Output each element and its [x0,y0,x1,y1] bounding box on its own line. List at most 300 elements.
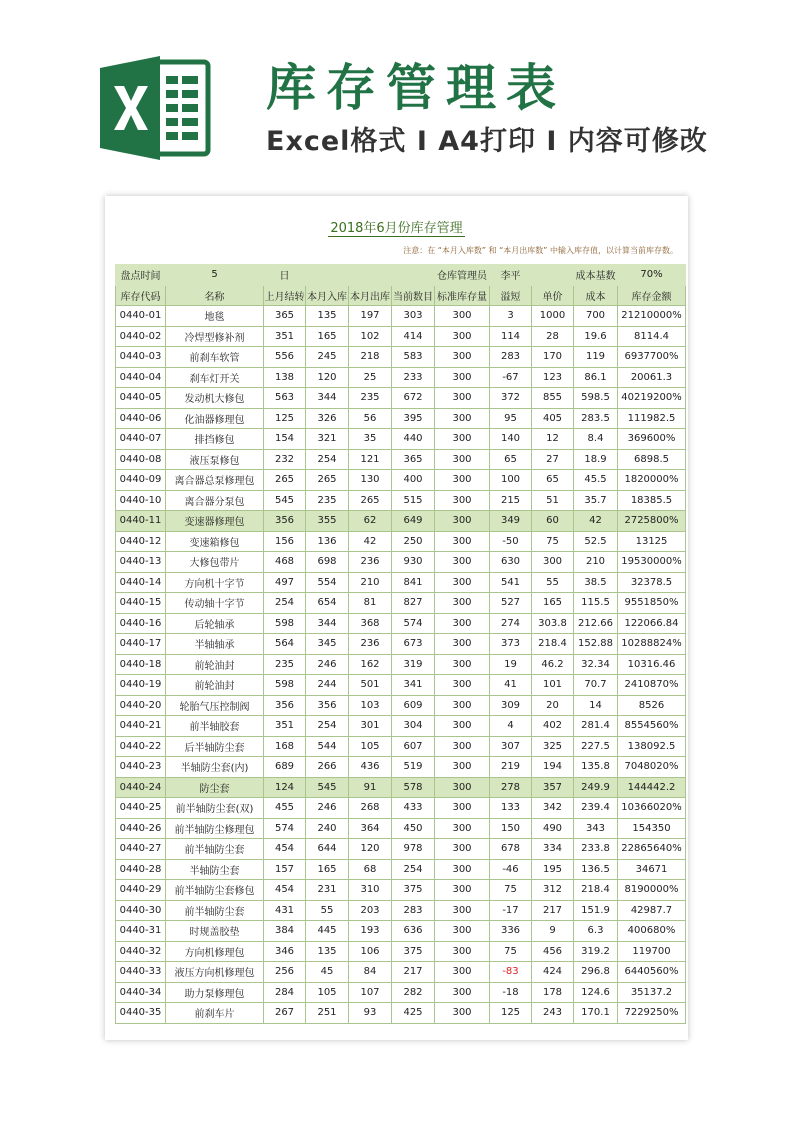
name-cell[interactable]: 前轮油封 [166,654,264,675]
price-cell[interactable]: 123 [532,367,574,388]
last-month-cell[interactable]: 346 [264,941,306,962]
code-cell[interactable]: 0440-17 [116,634,166,655]
amount-cell[interactable]: 19530000% [618,552,686,573]
amount-cell[interactable]: 13125 [618,531,686,552]
diff-cell[interactable]: 75 [490,880,532,901]
name-cell[interactable]: 前半轴防尘套 [166,839,264,860]
cost-cell[interactable]: 136.5 [574,859,618,880]
last-month-cell[interactable]: 351 [264,716,306,737]
in-cell[interactable]: 240 [306,818,349,839]
last-month-cell[interactable]: 689 [264,757,306,778]
standard-cell[interactable]: 300 [435,572,490,593]
current-cell[interactable]: 254 [392,859,435,880]
price-cell[interactable]: 1000 [532,306,574,327]
price-cell[interactable]: 490 [532,818,574,839]
standard-cell[interactable]: 300 [435,552,490,573]
standard-cell[interactable]: 300 [435,511,490,532]
standard-cell[interactable]: 300 [435,347,490,368]
last-month-cell[interactable]: 157 [264,859,306,880]
amount-cell[interactable]: 138092.5 [618,736,686,757]
current-cell[interactable]: 319 [392,654,435,675]
cost-cell[interactable]: 42 [574,511,618,532]
amount-cell[interactable]: 18385.5 [618,490,686,511]
code-cell[interactable]: 0440-32 [116,941,166,962]
amount-cell[interactable]: 122066.84 [618,613,686,634]
standard-cell[interactable]: 300 [435,388,490,409]
diff-cell[interactable]: 274 [490,613,532,634]
name-cell[interactable]: 前半轴胶套 [166,716,264,737]
name-cell[interactable]: 液压泵修包 [166,449,264,470]
current-cell[interactable]: 578 [392,777,435,798]
out-cell[interactable]: 218 [349,347,392,368]
name-cell[interactable]: 后轮轴承 [166,613,264,634]
out-cell[interactable]: 62 [349,511,392,532]
standard-cell[interactable]: 300 [435,695,490,716]
last-month-cell[interactable]: 384 [264,921,306,942]
count-time-value[interactable]: 5 [166,265,264,286]
amount-cell[interactable]: 154350 [618,818,686,839]
diff-cell[interactable]: 19 [490,654,532,675]
code-cell[interactable]: 0440-09 [116,470,166,491]
last-month-cell[interactable]: 232 [264,449,306,470]
amount-cell[interactable]: 144442.2 [618,777,686,798]
last-month-cell[interactable]: 124 [264,777,306,798]
name-cell[interactable]: 刹车灯开关 [166,367,264,388]
current-cell[interactable]: 978 [392,839,435,860]
current-cell[interactable]: 341 [392,675,435,696]
cost-cell[interactable]: 151.9 [574,900,618,921]
diff-cell[interactable]: -83 [490,962,532,983]
cost-cell[interactable]: 19.6 [574,326,618,347]
amount-cell[interactable]: 6898.5 [618,449,686,470]
standard-cell[interactable]: 300 [435,818,490,839]
current-cell[interactable]: 375 [392,880,435,901]
code-cell[interactable]: 0440-27 [116,839,166,860]
code-cell[interactable]: 0440-18 [116,654,166,675]
price-cell[interactable]: 27 [532,449,574,470]
cost-cell[interactable]: 35.7 [574,490,618,511]
diff-cell[interactable]: 278 [490,777,532,798]
last-month-cell[interactable]: 168 [264,736,306,757]
name-cell[interactable]: 离合器分泵包 [166,490,264,511]
cost-cell[interactable]: 281.4 [574,716,618,737]
cost-cell[interactable]: 152.88 [574,634,618,655]
in-cell[interactable]: 254 [306,716,349,737]
last-month-cell[interactable]: 265 [264,470,306,491]
in-cell[interactable]: 246 [306,798,349,819]
amount-cell[interactable]: 8114.4 [618,326,686,347]
cost-cell[interactable]: 52.5 [574,531,618,552]
code-cell[interactable]: 0440-11 [116,511,166,532]
out-cell[interactable]: 436 [349,757,392,778]
name-cell[interactable]: 冷焊型修补剂 [166,326,264,347]
cost-cell[interactable]: 700 [574,306,618,327]
name-cell[interactable]: 时规盖胶垫 [166,921,264,942]
code-cell[interactable]: 0440-24 [116,777,166,798]
cost-cell[interactable]: 598.5 [574,388,618,409]
out-cell[interactable]: 42 [349,531,392,552]
current-cell[interactable]: 425 [392,1003,435,1024]
name-cell[interactable]: 前半轴防尘套(双) [166,798,264,819]
in-cell[interactable]: 345 [306,634,349,655]
code-cell[interactable]: 0440-15 [116,593,166,614]
amount-cell[interactable]: 20061.3 [618,367,686,388]
price-cell[interactable]: 12 [532,429,574,450]
last-month-cell[interactable]: 356 [264,511,306,532]
standard-cell[interactable]: 300 [435,1003,490,1024]
name-cell[interactable]: 地毯 [166,306,264,327]
code-cell[interactable]: 0440-28 [116,859,166,880]
in-cell[interactable]: 265 [306,470,349,491]
name-cell[interactable]: 排挡修包 [166,429,264,450]
code-cell[interactable]: 0440-31 [116,921,166,942]
standard-cell[interactable]: 300 [435,367,490,388]
code-cell[interactable]: 0440-22 [116,736,166,757]
in-cell[interactable]: 135 [306,941,349,962]
current-cell[interactable]: 433 [392,798,435,819]
last-month-cell[interactable]: 254 [264,593,306,614]
standard-cell[interactable]: 300 [435,613,490,634]
diff-cell[interactable]: 283 [490,347,532,368]
diff-cell[interactable]: 95 [490,408,532,429]
diff-cell[interactable]: 678 [490,839,532,860]
amount-cell[interactable]: 35137.2 [618,982,686,1003]
amount-cell[interactable]: 6937700% [618,347,686,368]
out-cell[interactable]: 121 [349,449,392,470]
in-cell[interactable]: 165 [306,859,349,880]
name-cell[interactable]: 变速箱修包 [166,531,264,552]
price-cell[interactable]: 65 [532,470,574,491]
out-cell[interactable]: 35 [349,429,392,450]
current-cell[interactable]: 250 [392,531,435,552]
current-cell[interactable]: 233 [392,367,435,388]
in-cell[interactable]: 445 [306,921,349,942]
cost-cell[interactable]: 343 [574,818,618,839]
out-cell[interactable]: 236 [349,552,392,573]
in-cell[interactable]: 344 [306,613,349,634]
diff-cell[interactable]: 150 [490,818,532,839]
amount-cell[interactable]: 42987.7 [618,900,686,921]
last-month-cell[interactable]: 125 [264,408,306,429]
price-cell[interactable]: 218.4 [532,634,574,655]
out-cell[interactable]: 197 [349,306,392,327]
price-cell[interactable]: 456 [532,941,574,962]
cost-cell[interactable]: 86.1 [574,367,618,388]
cost-cell[interactable]: 119 [574,347,618,368]
amount-cell[interactable]: 2725800% [618,511,686,532]
cost-cell[interactable]: 233.8 [574,839,618,860]
last-month-cell[interactable]: 598 [264,675,306,696]
standard-cell[interactable]: 300 [435,798,490,819]
out-cell[interactable]: 84 [349,962,392,983]
out-cell[interactable]: 106 [349,941,392,962]
current-cell[interactable]: 304 [392,716,435,737]
amount-cell[interactable]: 34671 [618,859,686,880]
amount-cell[interactable]: 32378.5 [618,572,686,593]
price-cell[interactable]: 170 [532,347,574,368]
in-cell[interactable]: 120 [306,367,349,388]
standard-cell[interactable]: 300 [435,941,490,962]
price-cell[interactable]: 20 [532,695,574,716]
diff-cell[interactable]: 215 [490,490,532,511]
diff-cell[interactable]: 373 [490,634,532,655]
out-cell[interactable]: 236 [349,634,392,655]
name-cell[interactable]: 半轴轴承 [166,634,264,655]
price-cell[interactable]: 325 [532,736,574,757]
price-cell[interactable]: 9 [532,921,574,942]
out-cell[interactable]: 210 [349,572,392,593]
code-cell[interactable]: 0440-01 [116,306,166,327]
diff-cell[interactable]: 541 [490,572,532,593]
amount-cell[interactable]: 119700 [618,941,686,962]
amount-cell[interactable]: 111982.5 [618,408,686,429]
name-cell[interactable]: 前半轴防尘套修包 [166,880,264,901]
name-cell[interactable]: 前刹车软管 [166,347,264,368]
current-cell[interactable]: 672 [392,388,435,409]
name-cell[interactable]: 半轴防尘套(内) [166,757,264,778]
name-cell[interactable]: 大修包带片 [166,552,264,573]
last-month-cell[interactable]: 156 [264,531,306,552]
price-cell[interactable]: 424 [532,962,574,983]
price-cell[interactable]: 101 [532,675,574,696]
out-cell[interactable]: 203 [349,900,392,921]
current-cell[interactable]: 574 [392,613,435,634]
out-cell[interactable]: 107 [349,982,392,1003]
code-cell[interactable]: 0440-21 [116,716,166,737]
code-cell[interactable]: 0440-06 [116,408,166,429]
standard-cell[interactable]: 300 [435,654,490,675]
price-cell[interactable]: 178 [532,982,574,1003]
last-month-cell[interactable]: 356 [264,695,306,716]
name-cell[interactable]: 前半轴防尘修理包 [166,818,264,839]
standard-cell[interactable]: 300 [435,757,490,778]
last-month-cell[interactable]: 365 [264,306,306,327]
code-cell[interactable]: 0440-04 [116,367,166,388]
standard-cell[interactable]: 300 [435,859,490,880]
diff-cell[interactable]: 349 [490,511,532,532]
code-cell[interactable]: 0440-05 [116,388,166,409]
diff-cell[interactable]: 3 [490,306,532,327]
amount-cell[interactable]: 8190000% [618,880,686,901]
diff-cell[interactable]: 336 [490,921,532,942]
diff-cell[interactable]: 4 [490,716,532,737]
code-cell[interactable]: 0440-02 [116,326,166,347]
cost-cell[interactable]: 38.5 [574,572,618,593]
in-cell[interactable]: 105 [306,982,349,1003]
out-cell[interactable]: 81 [349,593,392,614]
diff-cell[interactable]: 630 [490,552,532,573]
out-cell[interactable]: 193 [349,921,392,942]
cost-cell[interactable]: 239.4 [574,798,618,819]
amount-cell[interactable]: 7229250% [618,1003,686,1024]
amount-cell[interactable]: 22865640% [618,839,686,860]
current-cell[interactable]: 607 [392,736,435,757]
diff-cell[interactable]: 125 [490,1003,532,1024]
out-cell[interactable]: 102 [349,326,392,347]
price-cell[interactable]: 46.2 [532,654,574,675]
code-cell[interactable]: 0440-35 [116,1003,166,1024]
in-cell[interactable]: 326 [306,408,349,429]
diff-cell[interactable]: 41 [490,675,532,696]
name-cell[interactable]: 轮胎气压控制阀 [166,695,264,716]
standard-cell[interactable]: 300 [435,900,490,921]
diff-cell[interactable]: 307 [490,736,532,757]
standard-cell[interactable]: 300 [435,326,490,347]
in-cell[interactable]: 254 [306,449,349,470]
name-cell[interactable]: 化油器修理包 [166,408,264,429]
name-cell[interactable]: 前刹车片 [166,1003,264,1024]
diff-cell[interactable]: 114 [490,326,532,347]
last-month-cell[interactable]: 351 [264,326,306,347]
in-cell[interactable]: 165 [306,326,349,347]
name-cell[interactable]: 传动轴十字节 [166,593,264,614]
cost-cell[interactable]: 218.4 [574,880,618,901]
in-cell[interactable]: 136 [306,531,349,552]
in-cell[interactable]: 554 [306,572,349,593]
amount-cell[interactable]: 21210000% [618,306,686,327]
price-cell[interactable]: 165 [532,593,574,614]
cost-cell[interactable]: 45.5 [574,470,618,491]
standard-cell[interactable]: 300 [435,777,490,798]
price-cell[interactable]: 194 [532,757,574,778]
standard-cell[interactable]: 300 [435,490,490,511]
standard-cell[interactable]: 300 [435,982,490,1003]
cost-cell[interactable]: 212.66 [574,613,618,634]
code-cell[interactable]: 0440-16 [116,613,166,634]
diff-cell[interactable]: 65 [490,449,532,470]
last-month-cell[interactable]: 284 [264,982,306,1003]
price-cell[interactable]: 405 [532,408,574,429]
last-month-cell[interactable]: 454 [264,880,306,901]
price-cell[interactable]: 342 [532,798,574,819]
price-cell[interactable]: 855 [532,388,574,409]
price-cell[interactable]: 75 [532,531,574,552]
current-cell[interactable]: 395 [392,408,435,429]
diff-cell[interactable]: -17 [490,900,532,921]
diff-cell[interactable]: 372 [490,388,532,409]
price-cell[interactable]: 55 [532,572,574,593]
last-month-cell[interactable]: 256 [264,962,306,983]
standard-cell[interactable]: 300 [435,593,490,614]
last-month-cell[interactable]: 564 [264,634,306,655]
out-cell[interactable]: 368 [349,613,392,634]
out-cell[interactable]: 103 [349,695,392,716]
out-cell[interactable]: 56 [349,408,392,429]
cost-cell[interactable]: 170.1 [574,1003,618,1024]
price-cell[interactable]: 334 [532,839,574,860]
in-cell[interactable]: 246 [306,654,349,675]
cost-cell[interactable]: 70.7 [574,675,618,696]
current-cell[interactable]: 400 [392,470,435,491]
price-cell[interactable]: 195 [532,859,574,880]
code-cell[interactable]: 0440-03 [116,347,166,368]
amount-cell[interactable]: 400680% [618,921,686,942]
in-cell[interactable]: 344 [306,388,349,409]
in-cell[interactable]: 544 [306,736,349,757]
in-cell[interactable]: 245 [306,347,349,368]
last-month-cell[interactable]: 455 [264,798,306,819]
out-cell[interactable]: 310 [349,880,392,901]
current-cell[interactable]: 930 [392,552,435,573]
diff-cell[interactable]: 309 [490,695,532,716]
cost-cell[interactable]: 249.9 [574,777,618,798]
amount-cell[interactable]: 2410870% [618,675,686,696]
current-cell[interactable]: 414 [392,326,435,347]
out-cell[interactable]: 91 [349,777,392,798]
current-cell[interactable]: 583 [392,347,435,368]
in-cell[interactable]: 244 [306,675,349,696]
standard-cell[interactable]: 300 [435,880,490,901]
diff-cell[interactable]: -50 [490,531,532,552]
code-cell[interactable]: 0440-29 [116,880,166,901]
last-month-cell[interactable]: 497 [264,572,306,593]
out-cell[interactable]: 265 [349,490,392,511]
name-cell[interactable]: 前半轴防尘套 [166,900,264,921]
diff-cell[interactable]: 527 [490,593,532,614]
cost-cell[interactable]: 283.5 [574,408,618,429]
amount-cell[interactable]: 10316.46 [618,654,686,675]
price-cell[interactable]: 312 [532,880,574,901]
in-cell[interactable]: 355 [306,511,349,532]
code-cell[interactable]: 0440-10 [116,490,166,511]
current-cell[interactable]: 515 [392,490,435,511]
standard-cell[interactable]: 300 [435,675,490,696]
in-cell[interactable]: 235 [306,490,349,511]
code-cell[interactable]: 0440-23 [116,757,166,778]
out-cell[interactable]: 364 [349,818,392,839]
out-cell[interactable]: 235 [349,388,392,409]
price-cell[interactable]: 51 [532,490,574,511]
price-cell[interactable]: 300 [532,552,574,573]
cost-cell[interactable]: 8.4 [574,429,618,450]
current-cell[interactable]: 283 [392,900,435,921]
standard-cell[interactable]: 300 [435,839,490,860]
diff-cell[interactable]: 133 [490,798,532,819]
last-month-cell[interactable]: 267 [264,1003,306,1024]
cost-cell[interactable]: 6.3 [574,921,618,942]
name-cell[interactable]: 防尘套 [166,777,264,798]
name-cell[interactable]: 发动机大修包 [166,388,264,409]
amount-cell[interactable]: 7048020% [618,757,686,778]
price-cell[interactable]: 217 [532,900,574,921]
price-cell[interactable]: 28 [532,326,574,347]
in-cell[interactable]: 251 [306,1003,349,1024]
last-month-cell[interactable]: 431 [264,900,306,921]
standard-cell[interactable]: 300 [435,716,490,737]
name-cell[interactable]: 方向机十字节 [166,572,264,593]
standard-cell[interactable]: 300 [435,306,490,327]
amount-cell[interactable]: 40219200% [618,388,686,409]
in-cell[interactable]: 266 [306,757,349,778]
standard-cell[interactable]: 300 [435,449,490,470]
code-cell[interactable]: 0440-19 [116,675,166,696]
manager-value[interactable]: 李平 [490,265,532,286]
name-cell[interactable]: 变速器修理包 [166,511,264,532]
cost-cell[interactable]: 296.8 [574,962,618,983]
standard-cell[interactable]: 300 [435,408,490,429]
price-cell[interactable]: 243 [532,1003,574,1024]
last-month-cell[interactable]: 545 [264,490,306,511]
amount-cell[interactable]: 9551850% [618,593,686,614]
out-cell[interactable]: 93 [349,1003,392,1024]
code-cell[interactable]: 0440-14 [116,572,166,593]
out-cell[interactable]: 268 [349,798,392,819]
in-cell[interactable]: 654 [306,593,349,614]
diff-cell[interactable]: -46 [490,859,532,880]
diff-cell[interactable]: 75 [490,941,532,962]
in-cell[interactable]: 135 [306,306,349,327]
current-cell[interactable]: 440 [392,429,435,450]
